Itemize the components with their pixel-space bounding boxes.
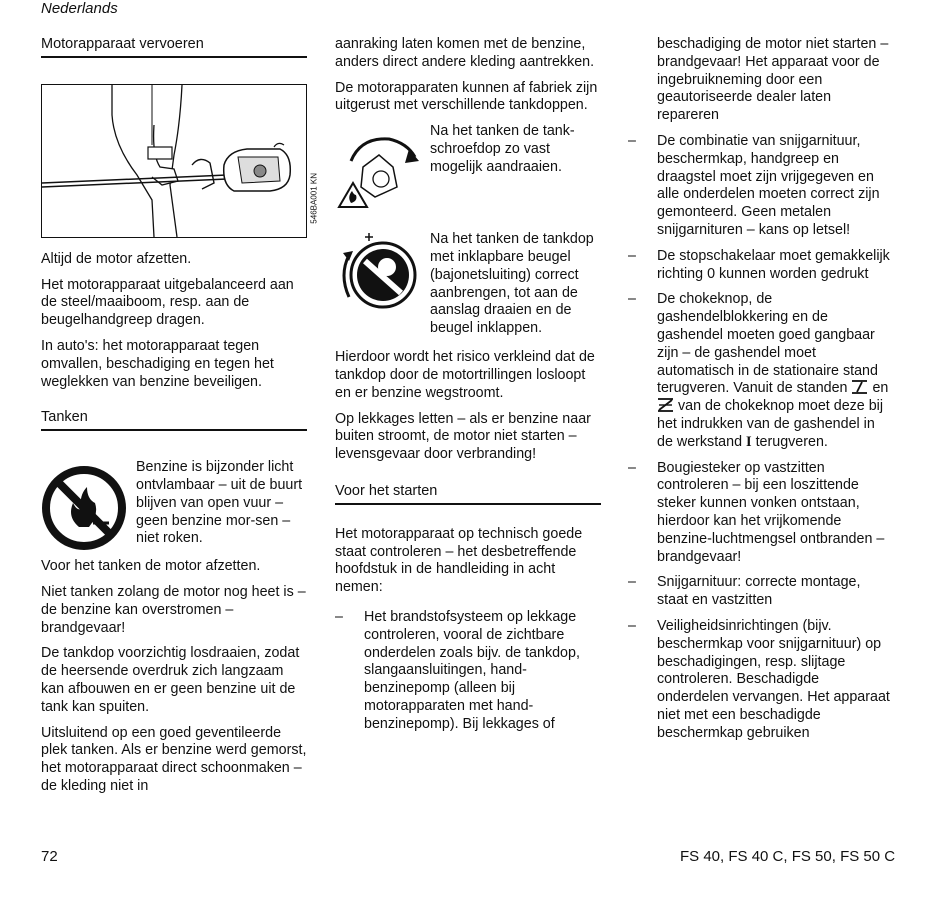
emphasis: brandgevaar! bbox=[41, 619, 126, 636]
footer-models: FS 40, FS 40 C, FS 50, FS 50 C bbox=[680, 848, 896, 865]
bayonet-cap-text: Na het tanken de tankdop met inklapbare beugel (bajonetsluiting) correct aanbrengen, tot aan de aanslag draaien en de beugel inklappen. bbox=[430, 231, 594, 337]
text-run: kunnen worden gedrukt bbox=[715, 265, 869, 282]
warning-rest: – uit de buurt blijven van open vuur – geen benzine mor-sen – niet roken. bbox=[136, 476, 303, 547]
list-item-continued bbox=[628, 36, 894, 125]
dash: – bbox=[628, 291, 636, 308]
dash: – bbox=[628, 617, 636, 634]
text-run: De combinatie van snijgarnituur, beschermkap, handgreep en draagstel moet zijn vrijgegeven en alle onderdelen moeten correct zijn gemonteerd. Geen metalen snijgarnituren – bbox=[657, 132, 880, 238]
list-item bbox=[628, 460, 894, 567]
paragraph: Hierdoor wordt het risico verkleind dat de tankdop door de motortrillingen losloopt en er benzine wegstroomt. bbox=[335, 349, 595, 401]
list-item-text: Veiligheidsinrichtingen (bijv. beschermkap voor snijgarnituur) op beschadigingen, resp. slijtage controleren. Beschadigde onderdelen vervangen. Het apparaat niet met een beschadigde beschermkap gebruiken bbox=[657, 617, 890, 741]
emphasis: levensgevaar door verbranding! bbox=[335, 446, 537, 463]
emphasis: brandgevaar! bbox=[657, 548, 742, 565]
dash: – bbox=[628, 459, 636, 476]
list-item bbox=[628, 248, 894, 284]
list-item-text: Snijgarnituur: correcte montage, staat en vastzitten bbox=[657, 574, 861, 609]
screw-cap-tighten-icon bbox=[335, 127, 419, 211]
text-run: Niet tanken zolang de motor nog heet is – de benzine kan overstromen – bbox=[41, 583, 306, 618]
text-run: Het apparaat voor de ingebruikneming door een geautoriseerde dealer laten repareren bbox=[657, 53, 880, 124]
warning-bold: Benzine is bijzonder licht ontvlambaar bbox=[136, 459, 294, 493]
no-open-fire-icon bbox=[41, 465, 127, 551]
screw-cap-text: Na het tanken de tank-schroefdop zo vast mogelijk aandraaien. bbox=[430, 123, 575, 175]
list-item bbox=[628, 133, 894, 240]
section-title-before-start: Voor het starten bbox=[335, 483, 601, 505]
figure-code: 546BA001 KN bbox=[310, 172, 319, 224]
paragraph: De motorapparaten kunnen af fabriek zijn uitgerust met verschillende tankdoppen. bbox=[335, 79, 598, 114]
fire-warning-block bbox=[41, 459, 307, 549]
list-item bbox=[628, 574, 894, 610]
page-number: 72 bbox=[41, 848, 58, 865]
dash: – bbox=[628, 574, 636, 591]
transport-illustration bbox=[41, 84, 319, 238]
text-run: Voor het tanken bbox=[41, 558, 146, 575]
bayonet-cap-block bbox=[335, 231, 601, 349]
list-item bbox=[628, 618, 894, 743]
text-run: en bbox=[868, 380, 889, 397]
emphasis: kans op letsel! bbox=[758, 221, 851, 238]
emphasis: brandgevaar! bbox=[657, 53, 742, 70]
choke-warm-start-icon bbox=[657, 398, 674, 412]
bayonet-cap-icon bbox=[335, 231, 419, 315]
text-run: van de chokeknop moet deze bij het indrukken van de gashendel in de werkstand bbox=[657, 398, 884, 450]
paragraph: aanraking laten komen met de benzine, anders direct andere kleding aantrekken. bbox=[335, 36, 595, 70]
paragraph: Het motorapparaat op technisch goede staat controleren – het desbetreffende hoofdstuk in de handleiding in acht nemen: bbox=[335, 525, 583, 596]
header-language: Nederlands bbox=[41, 0, 118, 17]
text-run: beschadiging de motor niet starten – bbox=[657, 36, 889, 52]
screw-cap-block bbox=[335, 123, 601, 217]
paragraph: In auto's: het motorapparaat tegen omvallen, beschadiging en tegen het weglekken van benzine beveiligen. bbox=[41, 337, 274, 390]
emphasis: de motor afzetten bbox=[145, 558, 257, 575]
paragraph bbox=[335, 411, 601, 464]
dash: – bbox=[628, 247, 636, 264]
column-3 bbox=[628, 36, 894, 750]
paragraph: Altijd de motor afzetten. bbox=[41, 250, 192, 267]
column-2 bbox=[335, 36, 601, 742]
list-item bbox=[335, 609, 601, 734]
paragraph bbox=[41, 584, 307, 637]
list-item bbox=[628, 291, 894, 451]
paragraph bbox=[41, 558, 307, 576]
choke-cold-start-icon bbox=[851, 380, 868, 394]
column-1 bbox=[41, 36, 319, 804]
emphasis: 0 bbox=[707, 265, 716, 282]
section-title-refuel: Tanken bbox=[41, 409, 307, 431]
text-run: Op lekkages letten – als er benzine naar buiten stroomt, de motor niet starten – bbox=[335, 410, 591, 445]
section-title-transport: Motorapparaat vervoeren bbox=[41, 36, 307, 58]
dash: – bbox=[628, 132, 636, 149]
text-run: Bougiesteker op vastzitten controleren – bij een loszittende steker kunnen vonken ontstaan, hierdoor kan het vrijkomende benzine-luchtmengsel ontbranden – bbox=[657, 459, 885, 547]
list-item-text: Het brandstofsysteem op lekkage controleren, vooral de zichtbare onderdelen zoals bijv. de tankdop, slangaansluitingen, hand-benzinepomp (alleen bij motorapparaten met hand-benzinepomp). Bij lekkages of bbox=[364, 608, 580, 732]
text-run: De stopschakelaar moet gemakkelijk richting bbox=[657, 247, 890, 282]
fire-warning-text bbox=[136, 459, 308, 548]
dash: – bbox=[335, 608, 343, 625]
paragraph: Uitsluitend op een goed geventileerde plek tanken. Als er benzine werd gemorst, het motorapparaat direct schoonmaken – de kleding niet in bbox=[41, 724, 307, 794]
paragraph: Het motorapparaat uitgebalanceerd aan de steel/maaiboom, resp. aan de beugelhandgreep dragen. bbox=[41, 276, 294, 329]
text-run: terugveren. bbox=[751, 433, 828, 450]
text-run: De chokeknop, de gashendelblokkering en de gashendel moeten goed gangbaar zijn – de gashendel moet automatisch in de stationaire stand terugveren. Vanuit de standen bbox=[657, 291, 878, 397]
text-run: . bbox=[256, 558, 261, 575]
paragraph: De tankdop voorzichtig losdraaien, zodat de heersende overdruk zich langzaam kan afbouwen en er geen benzine uit de tank kan spuiten. bbox=[41, 645, 300, 715]
run-position-symbol: I bbox=[746, 433, 752, 450]
person-carrying-trimmer-illustration bbox=[42, 85, 306, 237]
